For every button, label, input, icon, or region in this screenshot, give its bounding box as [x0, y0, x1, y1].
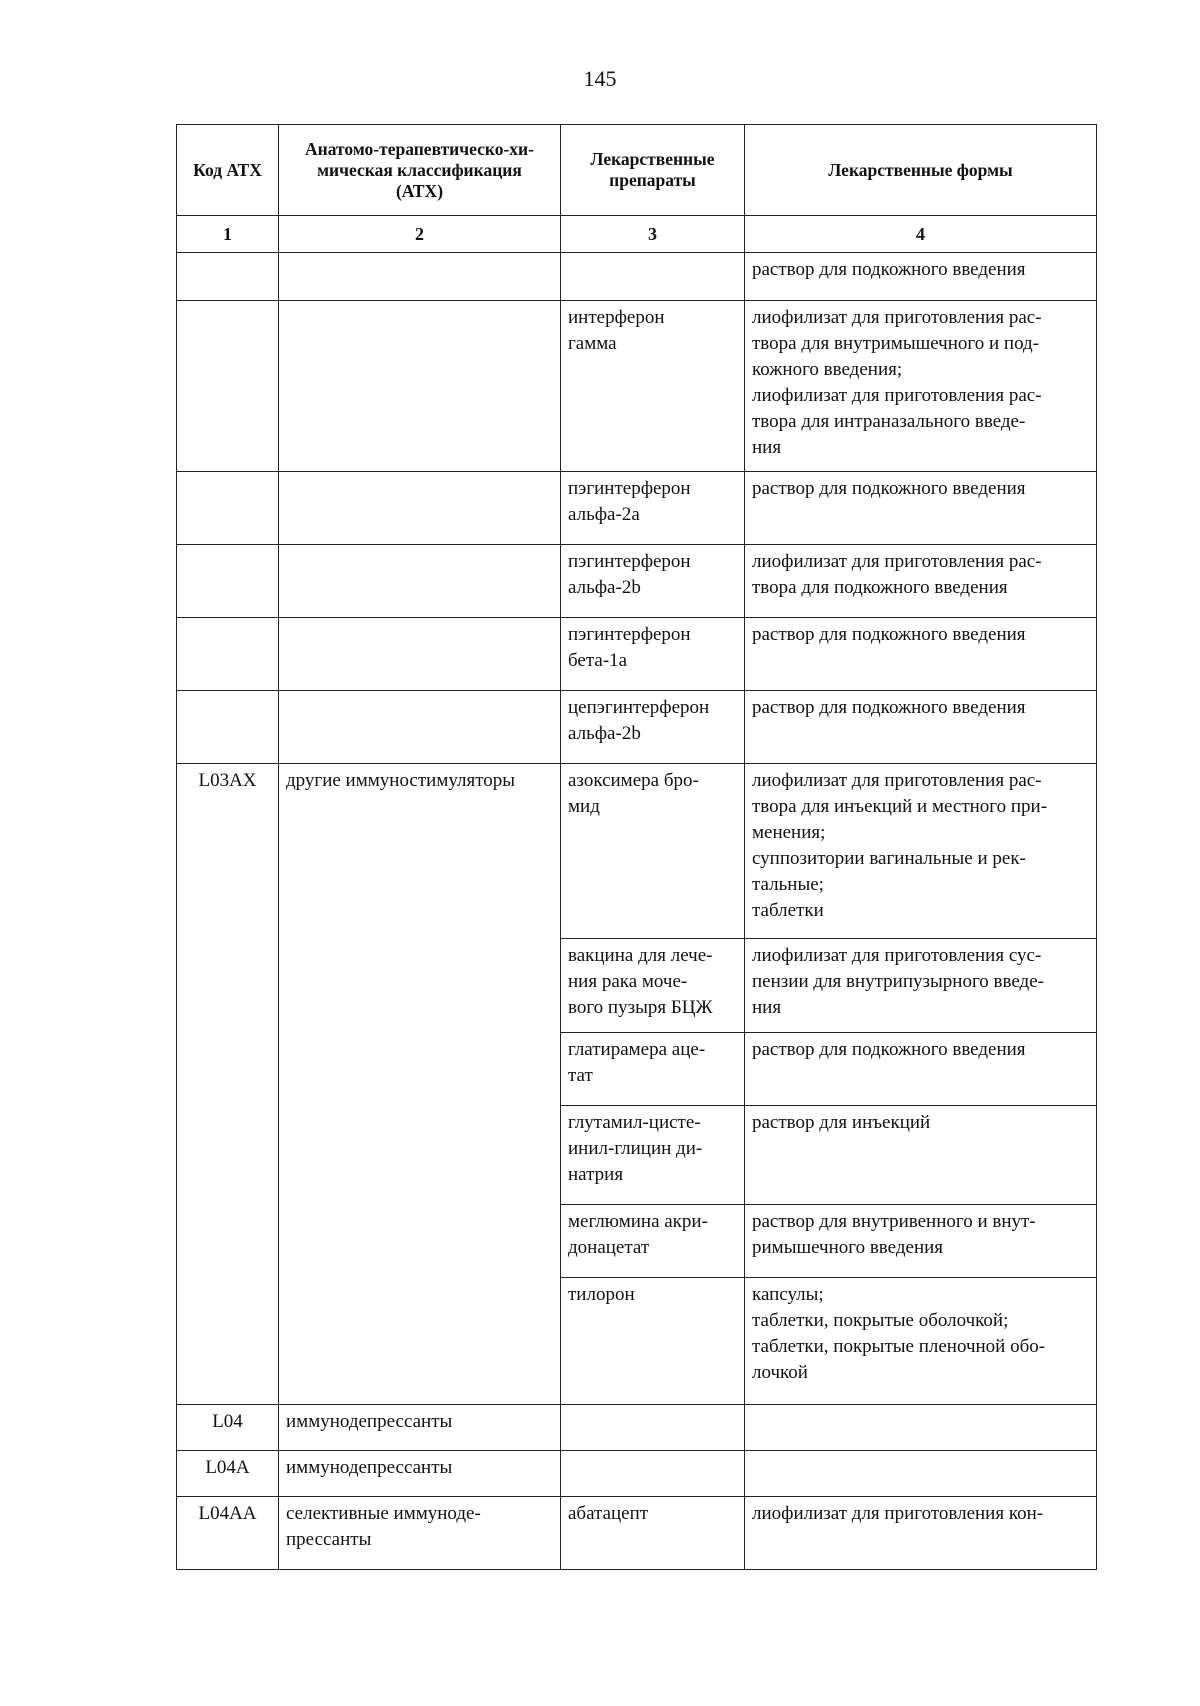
cell-drug: пэгинтерферон альфа-2b [561, 545, 745, 618]
cell-forms: раствор для подкожного введения [745, 1033, 1097, 1106]
cell-code [177, 618, 279, 691]
header-drugs: Лекарственные препараты [561, 125, 745, 216]
cell-classification: иммунодепрессанты [279, 1405, 561, 1451]
cell-code [177, 253, 279, 301]
cell-drug: цепэгинтерферон альфа-2b [561, 691, 745, 764]
cell-classification [279, 253, 561, 301]
cell-code: L04A [177, 1451, 279, 1497]
cell-drug: вакцина для лече- ния рака моче- вого пузыря БЦЖ [561, 939, 745, 1033]
cell-code [177, 691, 279, 764]
cell-classification [279, 691, 561, 764]
table-row [177, 691, 1097, 764]
cell-forms: раствор для инъекций [745, 1106, 1097, 1205]
column-number: 4 [745, 216, 1097, 253]
cell-forms: лиофилизат для приготовления сус- пензии для внутрипузырного введе- ния [745, 939, 1097, 1033]
column-number-row [177, 216, 1097, 253]
header-code: Код АТХ [177, 125, 279, 216]
cell-forms [745, 1405, 1097, 1451]
cell-classification [279, 545, 561, 618]
cell-drug: интерферон гамма [561, 301, 745, 472]
table-row [177, 1405, 1097, 1451]
table-row [177, 618, 1097, 691]
cell-code: L04AA [177, 1497, 279, 1570]
cell-classification [279, 618, 561, 691]
column-number: 3 [561, 216, 745, 253]
cell-forms: лиофилизат для приготовления рас- твора для подкожного введения [745, 545, 1097, 618]
cell-forms: капсулы; таблетки, покрытые оболочкой; таблетки, покрытые пленочной обо- лочкой [745, 1278, 1097, 1405]
cell-drug: азоксимера бро- мид [561, 764, 745, 939]
cell-code: L04 [177, 1405, 279, 1451]
column-number: 2 [279, 216, 561, 253]
cell-drug [561, 1405, 745, 1451]
header-classification: Анатомо-терапевтическо-хи- мическая классификация (АТХ) [279, 125, 561, 216]
cell-forms: лиофилизат для приготовления кон- [745, 1497, 1097, 1570]
cell-code [177, 472, 279, 545]
table-row [177, 301, 1097, 472]
cell-classification: иммунодепрессанты [279, 1451, 561, 1497]
cell-drug: меглюмина акри- донацетат [561, 1205, 745, 1278]
table-header-row [177, 125, 1097, 216]
cell-classification: другие иммуностимуляторы [279, 764, 561, 1405]
table-row [177, 1451, 1097, 1497]
cell-forms: раствор для подкожного введения [745, 253, 1097, 301]
cell-code: L03AX [177, 764, 279, 1405]
cell-forms: раствор для подкожного введения [745, 618, 1097, 691]
atx-drug-table [176, 124, 1097, 1570]
cell-forms: раствор для подкожного введения [745, 472, 1097, 545]
cell-drug [561, 253, 745, 301]
cell-classification [279, 301, 561, 472]
cell-drug: пэгинтерферон альфа-2a [561, 472, 745, 545]
cell-forms: лиофилизат для приготовления рас- твора для внутримышечного и под- кожного введения; лиофилизат для приготовления рас- твора для интраназального введе- ния [745, 301, 1097, 472]
cell-drug: пэгинтерферон бета-1a [561, 618, 745, 691]
cell-classification [279, 472, 561, 545]
table-row [177, 1497, 1097, 1570]
table-row [177, 472, 1097, 545]
cell-forms: раствор для внутривенного и внут- римышечного введения [745, 1205, 1097, 1278]
cell-code [177, 545, 279, 618]
cell-drug: глатирамера аце- тат [561, 1033, 745, 1106]
cell-classification: селективные иммуноде- прессанты [279, 1497, 561, 1570]
column-number: 1 [177, 216, 279, 253]
table-row [177, 253, 1097, 301]
cell-drug [561, 1451, 745, 1497]
cell-drug: глутамил-цисте- инил-глицин ди- натрия [561, 1106, 745, 1205]
cell-forms: раствор для подкожного введения [745, 691, 1097, 764]
header-forms: Лекарственные формы [745, 125, 1097, 216]
cell-drug: абатацепт [561, 1497, 745, 1570]
table-row [177, 764, 1097, 939]
cell-code [177, 301, 279, 472]
page-number: 145 [583, 66, 617, 91]
cell-forms: лиофилизат для приготовления рас- твора для инъекций и местного при- менения; суппозитории вагинальные и рек- тальные; таблетки [745, 764, 1097, 939]
table-row [177, 545, 1097, 618]
cell-drug: тилорон [561, 1278, 745, 1405]
cell-forms [745, 1451, 1097, 1497]
